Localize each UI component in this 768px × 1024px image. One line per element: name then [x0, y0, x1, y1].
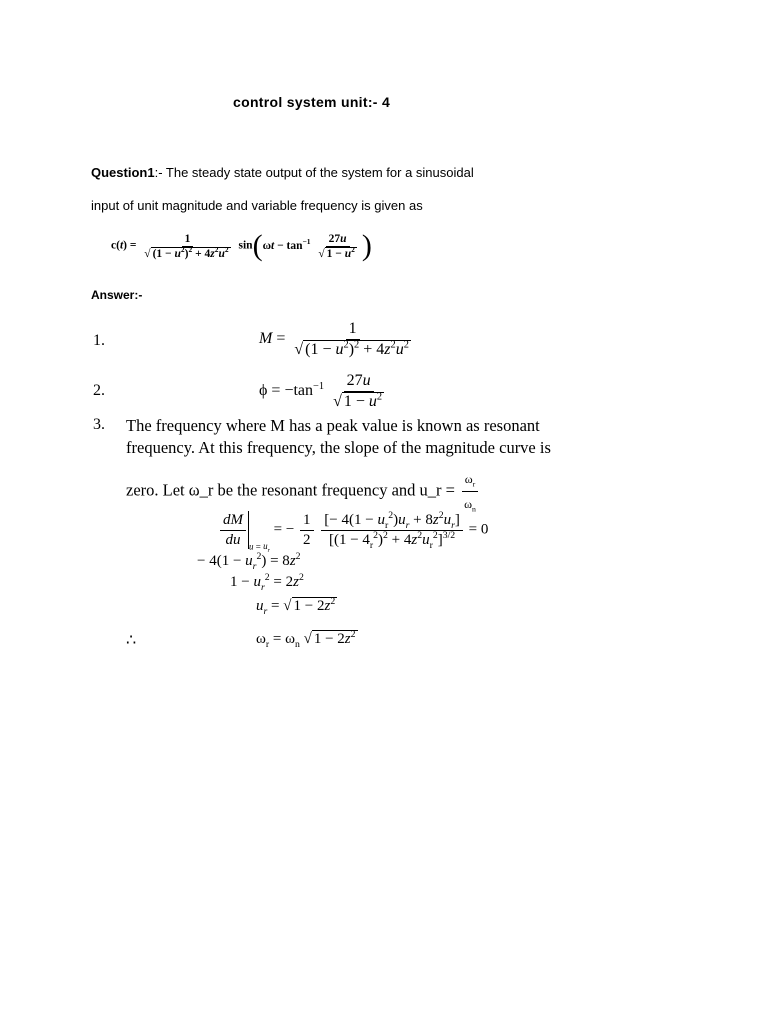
equation-ct: c(t) = $\frac{1}{√ (1 - u^2)^2 + 4z^2u^2}$ $\sin(\omega t - \tan^{-1}$ $\frac{27u}{√ 1 - u^2}$ ) — [111, 229, 372, 262]
document-title: control system unit:- 4 — [233, 94, 391, 110]
question-text-1: :- The steady state output of the system for a sinusoidal — [154, 165, 474, 180]
answer-label: Answer:- — [91, 288, 143, 302]
equation-step-2: $1 - u_r^2 = 2z^2$ — [230, 572, 304, 593]
equation-phi: $\phi = -\tan^{-1}$ $\frac{27u}{√ 1 - u^2}$ — [259, 372, 383, 410]
equation-omega-r: $\omega_r = \omega_n$ √ $1 - 2z^2$ — [256, 629, 356, 650]
equation-derivative: $\frac{dM}{du}$ $_{u = u_r}$ = − $\frac{1}{2}$ $\frac{[- 4(1 - u_r^2)u_r + 8z^2u_r]}{[(1 - 4_r^2)^2 + 4z^2u_r^2]^{3/2}}$ = 0 — [218, 511, 488, 551]
item-3-line-2: frequency. At this frequency, the slope of the magnitude curve is — [126, 438, 551, 457]
item-3-line-3: zero. Let ω_r be the resonant frequency and u_r = $\frac{\omega_r}{\omega_n}$ — [126, 468, 481, 515]
item-3-number: 3. — [93, 416, 105, 433]
item-3-line-1: The frequency where M has a peak value is known as resonant — [126, 416, 540, 435]
question-line-1 — [91, 165, 474, 180]
question-line-2: input of unit magnitude and variable frequency is given as — [91, 198, 423, 213]
equation-m: M = $\frac{1}{√ (1 - u^2)^2 + 4z^2u^2}$ — [259, 320, 409, 358]
equation-ur: $u_r$ = √ $1 - 2z^2$ — [256, 596, 336, 617]
therefore-symbol: ∴ — [126, 632, 137, 649]
equation-step-1: − $4(1 - u_r^2) = 8z^2$ — [197, 551, 301, 572]
item-3-line-3-text: zero. Let ω_r be the resonant frequency and u_r = — [126, 480, 455, 500]
item-1-number: 1. — [93, 332, 105, 349]
question-label: Question1 — [91, 165, 155, 180]
item-2-number: 2. — [93, 382, 105, 399]
